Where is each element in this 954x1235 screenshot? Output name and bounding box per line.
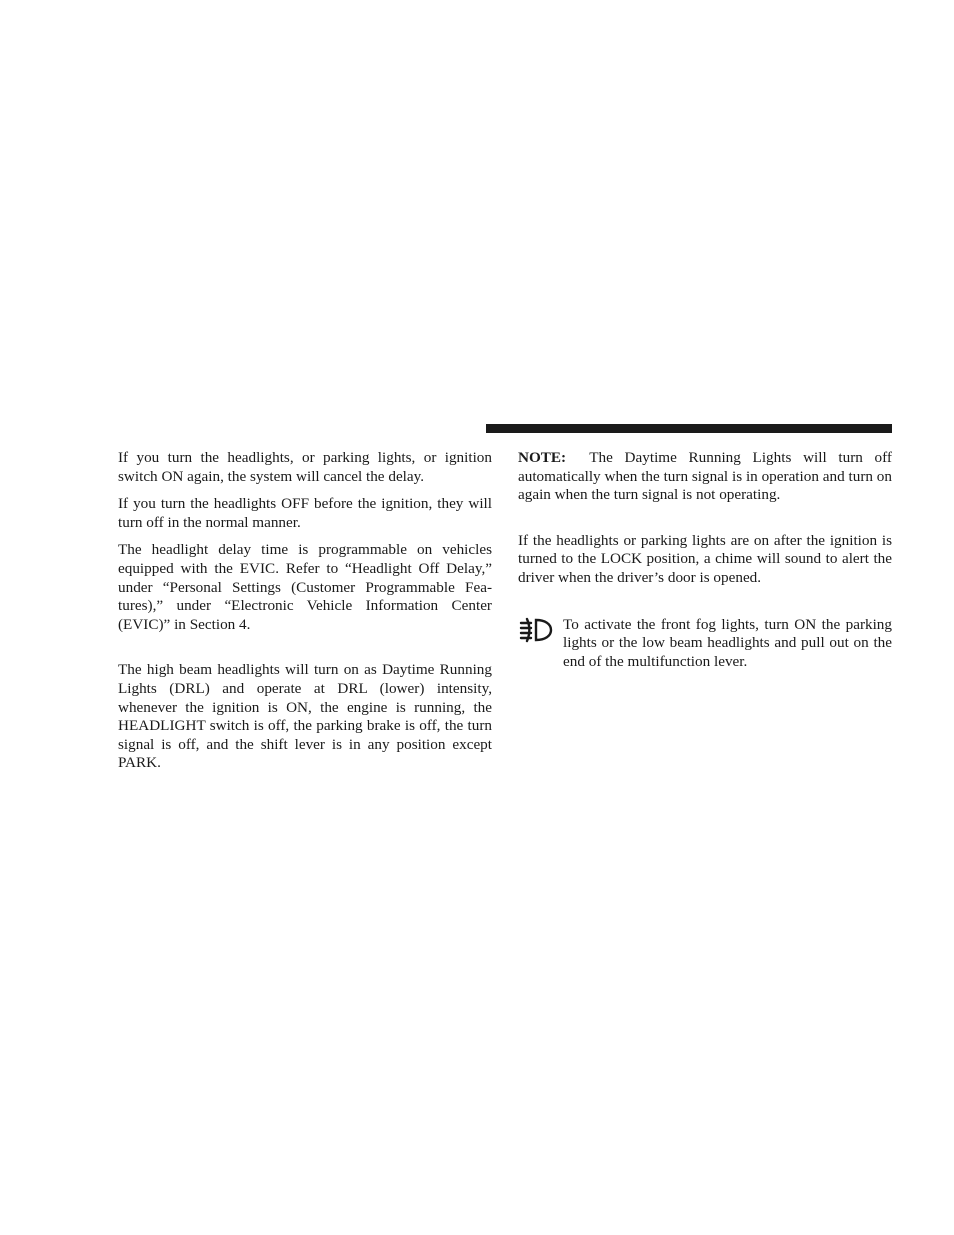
front-fog-light-icon bbox=[518, 617, 554, 643]
paragraph-cancel-delay: If you turn the headlights, or parking lights, or ignition switch ON again, the system will cancel the delay. bbox=[118, 449, 492, 485]
paragraph-fog-lights: To activate the front fog lights, turn ON the parking lights or the low beam headlights and pull out on the end of the multifunction lever. bbox=[563, 615, 892, 670]
section-divider-bar bbox=[486, 424, 892, 433]
paragraph-delay-programmable: The headlight delay time is programmable on vehicles equipped with the EVIC. Refer to “Headlight Off Delay,” under “Personal Settings (Customer Programmable Features),” under “Electronic Vehicle Information Center (EVIC)” in Section 4. bbox=[118, 541, 492, 633]
paragraph-headlights-off: If you turn the headlights OFF before the ignition, they will turn off in the normal manner. bbox=[118, 495, 492, 531]
paragraph-lights-on-reminder: If the headlights or parking lights are on after the ignition is turned to the LOCK position, a chime will sound to alert the driver when the driver’s door is opened. bbox=[518, 531, 892, 586]
left-column bbox=[118, 449, 492, 773]
paragraph-drl: The high beam headlights will turn on as Daytime Running Lights (DRL) and operate at DRL (lower) intensity, whenever the ignition is ON, the engine is running, the HEADLIGHT switch is off, the parking brake is off, the turn signal is off, and the shift lever is in any position except PARK. bbox=[118, 661, 492, 772]
note-label: NOTE: bbox=[518, 449, 567, 466]
note-text: The Daytime Running Lights will turn off automatically when the turn signal is in operation and turn on again when the turn signal is not operating. bbox=[518, 449, 892, 504]
right-column bbox=[518, 449, 892, 671]
fog-light-block bbox=[518, 616, 892, 672]
note-paragraph bbox=[518, 449, 892, 505]
